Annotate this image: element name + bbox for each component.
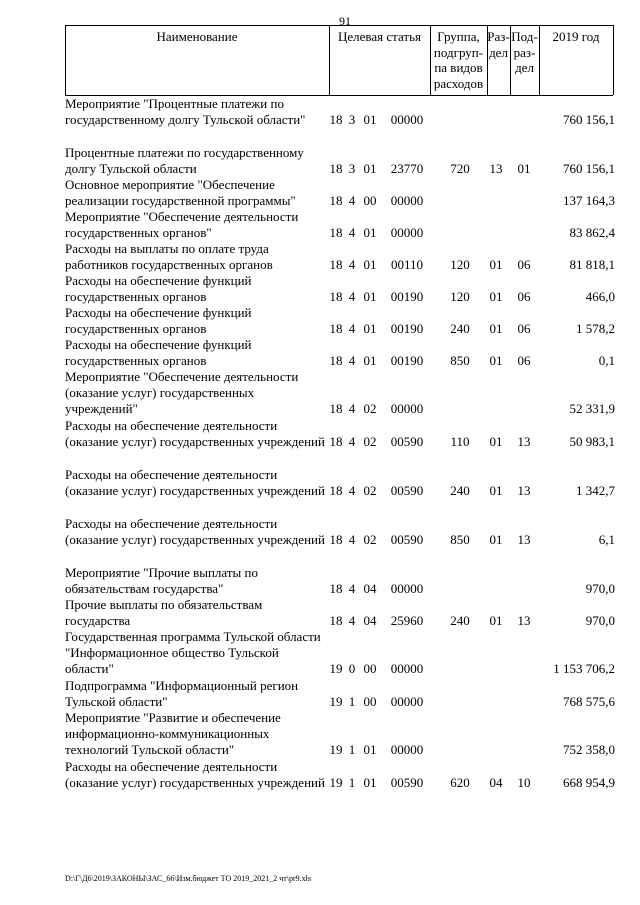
- direction-code: 00110: [390, 257, 424, 272]
- subprogram-code: 4: [348, 257, 356, 272]
- subprogram-code: 4: [348, 434, 356, 449]
- program-code: 18: [329, 112, 343, 127]
- program-code: 19: [329, 775, 343, 790]
- subprogram-code: 4: [348, 321, 356, 336]
- header-podrazdel-line: дел: [515, 60, 534, 75]
- row-name-line: государства: [65, 613, 131, 628]
- row-amount: 81 818,1: [569, 257, 615, 272]
- event-code: 01: [363, 742, 377, 757]
- subprogram-code: 4: [348, 613, 356, 628]
- event-code: 01: [363, 289, 377, 304]
- row-amount: 466,0: [585, 289, 615, 304]
- program-code: 19: [329, 694, 343, 709]
- event-code: 02: [363, 434, 377, 449]
- row-name-line: Мероприятие "Развитие и обеспечение: [65, 710, 281, 725]
- expense-type-code: 620: [450, 775, 470, 790]
- row-name-line: Основное мероприятие "Обеспечение: [65, 177, 275, 192]
- direction-code: 00000: [390, 225, 424, 240]
- row-amount: 668 954,9: [563, 775, 615, 790]
- program-code: 19: [329, 661, 343, 676]
- event-code: 01: [363, 775, 377, 790]
- event-code: 00: [363, 694, 377, 709]
- row-name: [65, 337, 335, 369]
- event-code: 02: [363, 401, 377, 416]
- row-amount: 137 164,3: [563, 193, 615, 208]
- direction-code: 23770: [390, 161, 424, 176]
- row-name-line: государственных органов: [65, 321, 207, 336]
- direction-code: 00000: [390, 193, 424, 208]
- row-name: [65, 209, 335, 241]
- row-name-line: Мероприятие "Обеспечение деятельности: [65, 209, 299, 224]
- subprogram-code: 3: [348, 112, 356, 127]
- row-name-line: (оказание услуг) государственных: [65, 385, 255, 400]
- subsection-code: 06: [517, 289, 531, 304]
- row-amount: 752 358,0: [563, 742, 615, 757]
- row-amount: 970,0: [585, 581, 615, 596]
- direction-code: 00000: [390, 661, 424, 676]
- section-code: 13: [489, 161, 503, 176]
- section-code: 01: [489, 483, 503, 498]
- event-code: 00: [363, 193, 377, 208]
- section-code: 01: [489, 289, 503, 304]
- expense-type-code: 850: [450, 353, 470, 368]
- subprogram-code: 4: [348, 353, 356, 368]
- program-code: 18: [329, 581, 343, 596]
- subprogram-code: 4: [348, 193, 356, 208]
- subsection-code: 06: [517, 257, 531, 272]
- event-code: 01: [363, 112, 377, 127]
- program-code: 18: [329, 613, 343, 628]
- row-name-line: (оказание услуг) государственных учреждений: [65, 434, 325, 449]
- header-name: Наименование: [156, 29, 238, 44]
- row-amount: 970,0: [585, 613, 615, 628]
- row-name-line: Мероприятие "Процентные платежи по: [65, 96, 284, 111]
- page-number: 91: [339, 14, 351, 28]
- subprogram-code: 0: [348, 661, 356, 676]
- direction-code: 00000: [390, 112, 424, 127]
- event-code: 02: [363, 532, 377, 547]
- row-amount: 52 331,9: [569, 401, 615, 416]
- row-name-line: информационно-коммуникационных: [65, 726, 270, 741]
- footer-file-path: D:\Г\Д6\2019\ЗАКОНЫ\ЗАС_66\Изм.бюджет ТО 2019_2021_2 чт\pr9.xls: [65, 874, 311, 883]
- header-razdel: [487, 29, 510, 60]
- row-name-line: Расходы на обеспечение функций: [65, 337, 252, 352]
- row-amount: 0,1: [598, 353, 615, 368]
- program-code: 18: [329, 257, 343, 272]
- header-group-line: па видов: [434, 60, 483, 75]
- header-razdel-line: Раз-: [487, 29, 510, 44]
- row-name-line: Расходы на обеспечение деятельности: [65, 516, 278, 531]
- subprogram-code: 1: [348, 775, 356, 790]
- event-code: 02: [363, 483, 377, 498]
- event-code: 01: [363, 353, 377, 368]
- subsection-code: 13: [517, 483, 531, 498]
- row-name: [65, 565, 335, 597]
- row-name-line: государственных органов: [65, 289, 207, 304]
- row-name-line: Расходы на обеспечение деятельности: [65, 418, 278, 433]
- row-name: [65, 467, 335, 499]
- row-amount: 6,1: [598, 532, 615, 547]
- event-code: 04: [363, 613, 377, 628]
- row-name-line: работников государственных органов: [65, 257, 273, 272]
- row-amount: 760 156,1: [563, 161, 615, 176]
- event-code: 04: [363, 581, 377, 596]
- subprogram-code: 4: [348, 483, 356, 498]
- event-code: 01: [363, 161, 377, 176]
- header-podrazdel-line: раз-: [513, 44, 536, 60]
- header-podrazdel-line: Под-: [511, 29, 538, 44]
- program-code: 19: [329, 742, 343, 757]
- header-group-line: подгруп-: [433, 44, 484, 60]
- row-name-line: государственному долгу Тульской области": [65, 112, 306, 127]
- row-name: [65, 759, 335, 791]
- subsection-code: 13: [517, 434, 531, 449]
- direction-code: 25960: [390, 613, 424, 628]
- row-name-line: Государственная программа Тульской области: [65, 629, 321, 644]
- row-name-line: учреждений": [65, 401, 138, 416]
- program-code: 18: [329, 193, 343, 208]
- event-code: 01: [363, 321, 377, 336]
- event-code: 01: [363, 225, 377, 240]
- row-name-line: (оказание услуг) государственных учреждений: [65, 483, 325, 498]
- row-name: [65, 96, 335, 128]
- header-podrazdel: [510, 29, 539, 76]
- direction-code: 00590: [390, 434, 424, 449]
- row-name: [65, 678, 335, 710]
- direction-code: 00000: [390, 694, 424, 709]
- row-amount: 1 153 706,2: [553, 661, 615, 676]
- row-name-line: Процентные платежи по государственному: [65, 145, 304, 160]
- section-code: 04: [489, 775, 503, 790]
- row-name: [65, 516, 335, 548]
- row-name-line: обязательствам государства": [65, 581, 224, 596]
- row-name: [65, 597, 335, 629]
- expense-type-code: 240: [450, 483, 470, 498]
- row-name-line: Расходы на обеспечение деятельности: [65, 759, 278, 774]
- event-code: 00: [363, 661, 377, 676]
- program-code: 18: [329, 532, 343, 547]
- subprogram-code: 4: [348, 225, 356, 240]
- direction-code: 00000: [390, 581, 424, 596]
- row-name-line: реализации государственной программы": [65, 193, 296, 208]
- row-name-line: Прочие выплаты по обязательствам: [65, 597, 263, 612]
- expense-type-code: 120: [450, 289, 470, 304]
- program-code: 18: [329, 434, 343, 449]
- row-amount: 1 342,7: [576, 483, 615, 498]
- row-name-line: Тульской области": [65, 694, 168, 709]
- expense-type-code: 850: [450, 532, 470, 547]
- header-year: 2019 год: [552, 29, 600, 44]
- subprogram-code: 1: [348, 694, 356, 709]
- row-name-line: Расходы на обеспечение функций: [65, 305, 252, 320]
- section-code: 01: [489, 257, 503, 272]
- header-target-article: Целевая статья: [337, 29, 421, 44]
- direction-code: 00190: [390, 321, 424, 336]
- expense-type-code: 720: [450, 161, 470, 176]
- section-code: 01: [489, 532, 503, 547]
- subsection-code: 01: [517, 161, 531, 176]
- header-group-line: Группа,: [437, 29, 480, 44]
- row-name: [65, 305, 335, 337]
- row-name-line: (оказание услуг) государственных учреждений: [65, 532, 325, 547]
- row-name-line: (оказание услуг) государственных учреждений: [65, 775, 325, 790]
- header-razdel-line: дел: [489, 44, 508, 60]
- header-top-border: [65, 25, 613, 26]
- row-name-line: Расходы на обеспечение деятельности: [65, 467, 278, 482]
- row-name: [65, 418, 335, 450]
- row-name-line: области": [65, 661, 114, 676]
- direction-code: 00590: [390, 532, 424, 547]
- expense-type-code: 240: [450, 613, 470, 628]
- row-name-line: государственных органов": [65, 225, 212, 240]
- direction-code: 00590: [390, 483, 424, 498]
- row-name-line: государственных органов: [65, 353, 207, 368]
- row-name: [65, 145, 335, 177]
- subsection-code: 13: [517, 532, 531, 547]
- row-name: [65, 369, 335, 417]
- program-code: 18: [329, 225, 343, 240]
- subprogram-code: 1: [348, 742, 356, 757]
- row-name: [65, 177, 335, 209]
- section-code: 01: [489, 613, 503, 628]
- direction-code: 00590: [390, 775, 424, 790]
- subprogram-code: 3: [348, 161, 356, 176]
- section-code: 01: [489, 353, 503, 368]
- row-amount: 760 156,1: [563, 112, 615, 127]
- row-amount: 768 575,6: [563, 694, 615, 709]
- header-divider: [613, 25, 614, 95]
- program-code: 18: [329, 353, 343, 368]
- program-code: 18: [329, 401, 343, 416]
- section-code: 01: [489, 321, 503, 336]
- row-amount: 50 983,1: [569, 434, 615, 449]
- expense-type-code: 240: [450, 321, 470, 336]
- program-code: 18: [329, 161, 343, 176]
- row-name-line: Расходы на выплаты по оплате труда: [65, 241, 269, 256]
- direction-code: 00000: [390, 742, 424, 757]
- row-amount: 1 578,2: [576, 321, 615, 336]
- subsection-code: 10: [517, 775, 531, 790]
- row-name-line: долгу Тульской области: [65, 161, 197, 176]
- row-name-line: технологий Тульской области": [65, 742, 235, 757]
- header-group-line: расходов: [433, 75, 484, 91]
- direction-code: 00000: [390, 401, 424, 416]
- direction-code: 00190: [390, 353, 424, 368]
- subprogram-code: 4: [348, 532, 356, 547]
- row-name-line: Мероприятие "Обеспечение деятельности: [65, 369, 299, 384]
- row-amount: 83 862,4: [569, 225, 615, 240]
- subprogram-code: 4: [348, 581, 356, 596]
- subprogram-code: 4: [348, 289, 356, 304]
- row-name-line: "Информационное общество Тульской: [65, 645, 279, 660]
- row-name: [65, 241, 335, 273]
- subsection-code: 13: [517, 613, 531, 628]
- program-code: 18: [329, 483, 343, 498]
- direction-code: 00190: [390, 289, 424, 304]
- row-name-line: Подпрограмма "Информационный регион: [65, 678, 299, 693]
- program-code: 18: [329, 289, 343, 304]
- event-code: 01: [363, 257, 377, 272]
- table-header: [65, 25, 613, 95]
- subprogram-code: 4: [348, 401, 356, 416]
- program-code: 18: [329, 321, 343, 336]
- row-name-line: Мероприятие "Прочие выплаты по: [65, 565, 258, 580]
- row-name-line: Расходы на обеспечение функций: [65, 273, 252, 288]
- row-name: [65, 273, 335, 305]
- header-group: [430, 29, 487, 91]
- subsection-code: 06: [517, 353, 531, 368]
- expense-type-code: 110: [450, 434, 470, 449]
- row-name: [65, 629, 335, 677]
- expense-type-code: 120: [450, 257, 470, 272]
- row-name: [65, 710, 335, 758]
- subsection-code: 06: [517, 321, 531, 336]
- section-code: 01: [489, 434, 503, 449]
